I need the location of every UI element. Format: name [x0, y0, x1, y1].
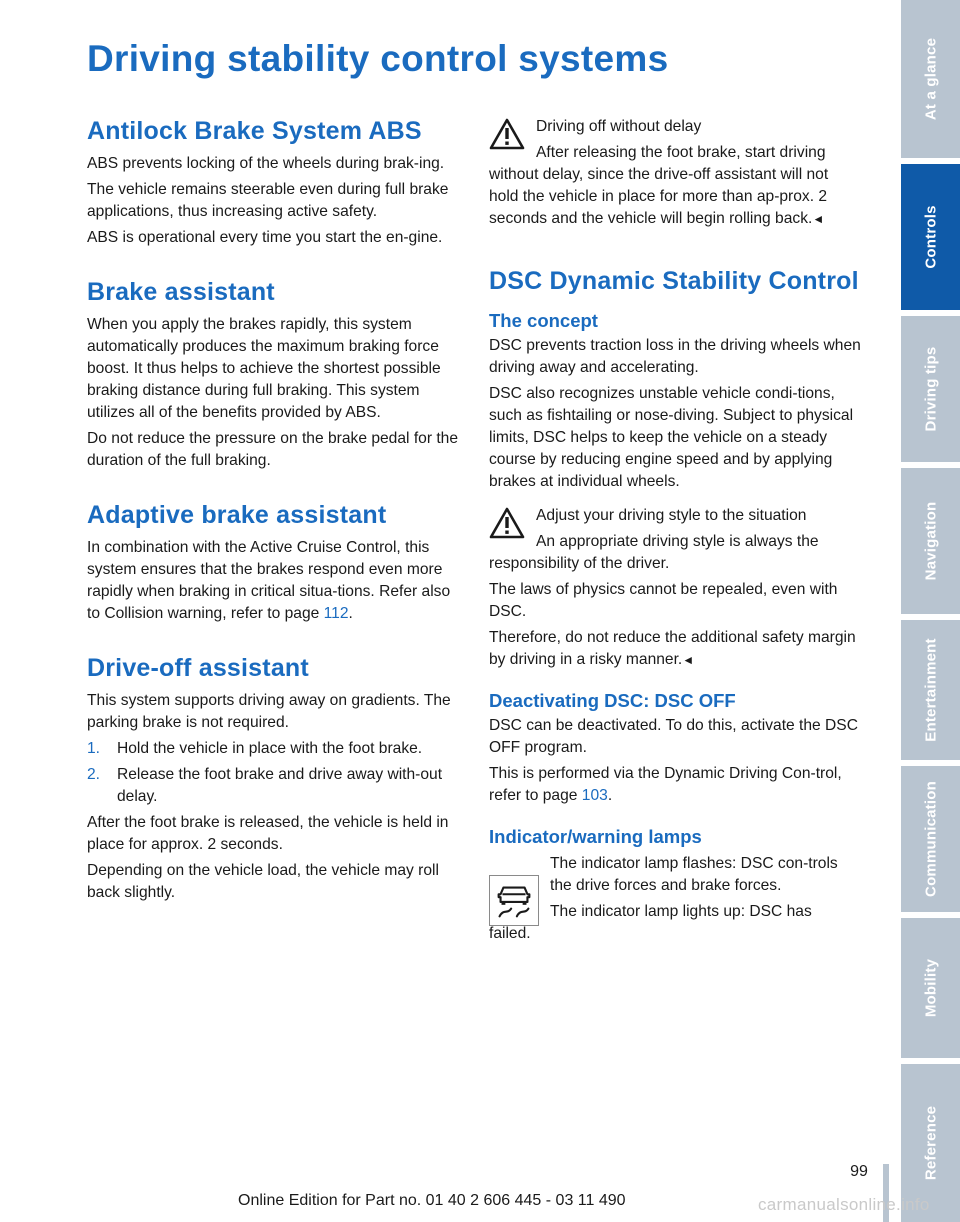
- adaptive-brake-heading: Adaptive brake assistant: [87, 501, 387, 529]
- tab-at-a-glance[interactable]: [901, 0, 960, 158]
- warning-block: [489, 505, 861, 671]
- section-tabs: [901, 0, 960, 1222]
- lamps-heading: Indicator/warning lamps: [489, 826, 702, 847]
- tab-label: Driving tips: [922, 346, 939, 432]
- dsc-paragraph: DSC prevents traction loss in the driving wheels when driving away and accelerating.: [489, 337, 861, 376]
- warning-text: responsibility of the driver.: [489, 555, 670, 572]
- tab-label: Communication: [922, 781, 939, 897]
- deactivating-heading: Deactivating DSC: DSC OFF: [489, 690, 736, 711]
- step-text: Hold the vehicle in place with the foot brake.: [117, 740, 423, 757]
- warning-block: [489, 116, 861, 230]
- abs-paragraph: The vehicle remains steerable even during full brake applications, thus increasing active safety.: [87, 181, 449, 220]
- brake-assistant-paragraph: Do not reduce the pressure on the brake pedal for the duration of the full braking.: [87, 430, 459, 469]
- deactivating-text-end: .: [607, 787, 613, 804]
- tab-label: Controls: [922, 205, 939, 269]
- page-title: Driving stability control systems: [87, 38, 669, 79]
- page-ref-link[interactable]: 103: [581, 787, 608, 804]
- abs-paragraph: ABS prevents locking of the wheels during brak-ing.: [87, 155, 445, 172]
- drive-off-heading: Drive-off assistant: [87, 654, 309, 682]
- deactivating-paragraph: [489, 763, 861, 807]
- drive-off-paragraph: After the foot brake is released, the vehicle is held in place for approx. 2 seconds.: [87, 814, 449, 853]
- page-number: 99: [850, 1163, 868, 1180]
- tab-label: Entertainment: [922, 638, 939, 742]
- lamp-block: [489, 853, 861, 945]
- adaptive-brake-paragraph: [87, 537, 464, 625]
- watermark: carmanualsonline.info: [758, 1195, 930, 1214]
- right-column: [489, 116, 861, 949]
- step-text: Release the foot brake and drive away with-out delay.: [117, 766, 443, 805]
- warning-text: An appropriate driving style is always the: [536, 533, 819, 550]
- drive-off-paragraph: Depending on the vehicle load, the vehicle may roll back slightly.: [87, 862, 439, 901]
- step-number: 2.: [87, 766, 101, 783]
- list-item: [87, 764, 464, 808]
- drive-off-intro: This system supports driving away on gradients. The parking brake is not required.: [87, 692, 451, 731]
- warning-triangle-icon: [489, 507, 525, 539]
- adaptive-brake-text: In combination with the Active Cruise Control, this system ensures that the brakes respond even more rapidly when braking in critical situa-tions. Refer also to Collision warning, refer to page: [87, 539, 451, 622]
- warning-text: [489, 627, 861, 671]
- tab-driving-tips[interactable]: [901, 316, 960, 462]
- warning-title: Adjust your driving style to the situation: [536, 507, 807, 524]
- warning-text-rest: without delay, since the drive-off assistant will not hold the vehicle in place for more than ap-prox. 2 seconds and the vehicle will begin rolling back.: [489, 166, 829, 227]
- tab-communication[interactable]: [901, 766, 960, 912]
- dsc-paragraph: DSC also recognizes unstable vehicle condi-tions, such as fishtailing or nose-diving. Subject to physical limits, DSC helps to keep the vehicle on a steady course by reducing engine speed and by applying brakes at individual wheels.: [489, 385, 854, 490]
- warning-text-last: Therefore, do not reduce the additional safety margin by driving in a risky manner.: [489, 629, 856, 668]
- adaptive-brake-text-end: .: [348, 605, 353, 622]
- warning-text: [489, 164, 861, 230]
- abs-heading: Antilock Brake System ABS: [87, 117, 422, 145]
- tab-entertainment[interactable]: [901, 620, 960, 760]
- tab-controls[interactable]: [901, 164, 960, 310]
- warning-title: Driving off without delay: [536, 118, 702, 135]
- footer-text: Online Edition for Part no. 01 40 2 606 445 - 03 11 490: [238, 1192, 626, 1209]
- tab-label: Navigation: [922, 501, 939, 581]
- dsc-heading: DSC Dynamic Stability Control: [489, 267, 859, 295]
- step-number: 1.: [87, 740, 101, 757]
- list-item: [87, 738, 464, 760]
- brake-assistant-heading: Brake assistant: [87, 278, 275, 306]
- lamp-text: The indicator lamp flashes: DSC con-trols the drive forces and brake forces.: [550, 855, 838, 894]
- tab-label: Reference: [922, 1105, 939, 1181]
- abs-paragraph: ABS is operational every time you start the en-gine.: [87, 229, 443, 246]
- tab-mobility[interactable]: [901, 918, 960, 1058]
- lamp-text: failed.: [489, 925, 531, 942]
- concept-heading: The concept: [489, 310, 598, 331]
- warning-text: After releasing the foot brake, start driving: [536, 144, 826, 161]
- page-ref-link[interactable]: 112: [323, 605, 349, 622]
- warning-triangle-icon: [489, 118, 525, 150]
- tab-label: At a glance: [922, 37, 939, 121]
- warning-text: The laws of physics cannot be repealed, even with DSC.: [489, 581, 838, 620]
- tab-navigation[interactable]: [901, 468, 960, 614]
- brake-assistant-paragraph: When you apply the brakes rapidly, this system automatically produces the maximum braking force boost. It thus helps to achieve the shortest possible braking distance during full braking. This system utilizes all of the benefits provided by ABS.: [87, 316, 441, 421]
- end-mark-icon: ◄: [812, 212, 825, 226]
- deactivating-text: This is performed via the Dynamic Driving Con-trol, refer to page: [489, 765, 842, 804]
- deactivating-paragraph: DSC can be deactivated. To do this, activate the DSC OFF program.: [489, 717, 858, 756]
- left-column: [87, 116, 464, 908]
- lamp-text: The indicator lamp lights up: DSC has: [550, 903, 812, 920]
- tab-label: Mobility: [922, 958, 939, 1018]
- dsc-indicator-lamp-icon: [489, 875, 539, 926]
- drive-off-steps: [87, 738, 464, 808]
- end-mark-icon: ◄: [682, 653, 695, 667]
